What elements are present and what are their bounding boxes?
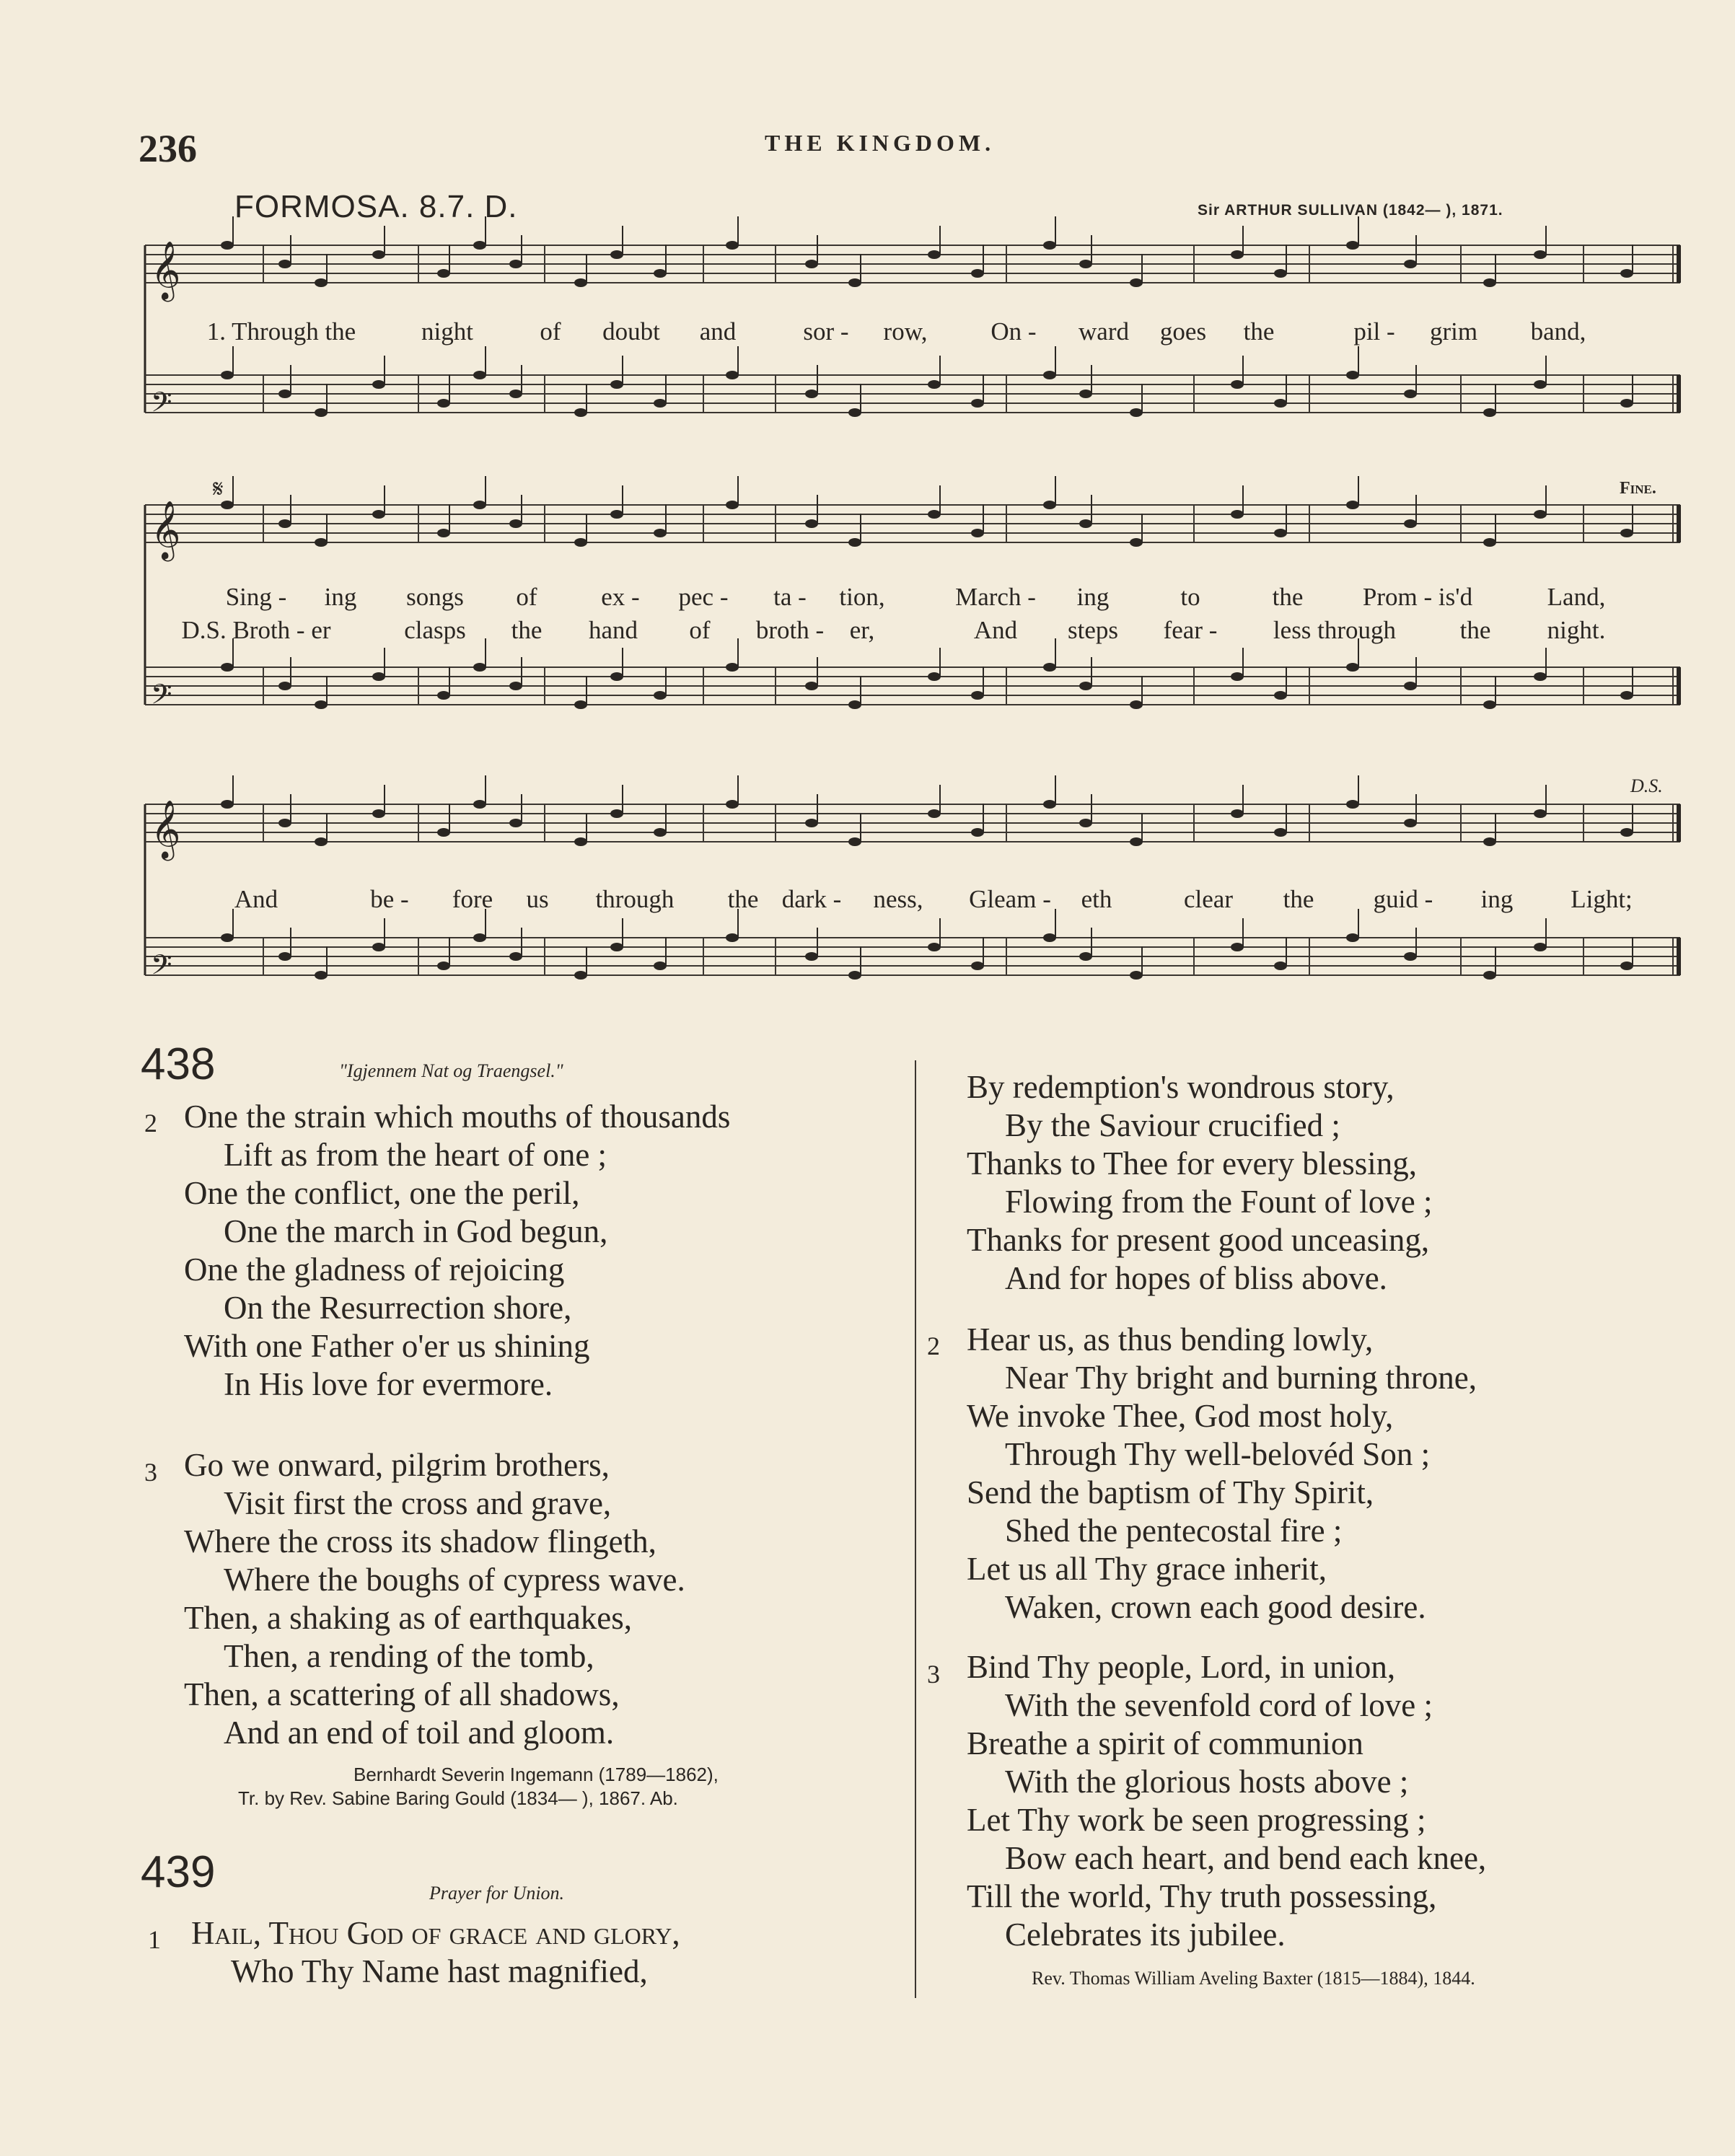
note-head bbox=[1274, 828, 1287, 837]
lyric-syllable: pec - bbox=[678, 583, 729, 611]
verse-line: Where the cross its shadow flingeth, bbox=[184, 1523, 656, 1559]
note-head bbox=[654, 269, 667, 278]
note-head bbox=[1130, 971, 1143, 980]
note-head bbox=[1404, 390, 1417, 398]
lyric-syllable: ta - bbox=[773, 583, 807, 611]
lyric-syllable: goes bbox=[1159, 317, 1207, 346]
lyric-syllable: ward bbox=[1079, 317, 1129, 346]
note-head bbox=[1620, 962, 1633, 970]
lyric-syllable: the bbox=[1283, 885, 1314, 913]
lyric-syllable: night bbox=[421, 317, 473, 346]
note-head bbox=[1620, 828, 1633, 837]
attribution-line: Rev. Thomas William Aveling Baxter (1815—1884), 1844. bbox=[1032, 1968, 1475, 1989]
note-head bbox=[509, 390, 522, 398]
lyric-syllable: be - bbox=[370, 885, 409, 913]
lyric-syllable: of bbox=[689, 616, 711, 644]
note-head bbox=[654, 828, 667, 837]
note-head bbox=[1483, 837, 1496, 846]
lyric-syllable: us bbox=[526, 885, 549, 913]
note-head bbox=[1404, 260, 1417, 268]
note-head bbox=[1483, 408, 1496, 417]
verse-line: Celebrates its jubilee. bbox=[1005, 1917, 1286, 1953]
note-head bbox=[278, 952, 291, 961]
lyric-syllable: and bbox=[699, 317, 737, 346]
note-head bbox=[654, 529, 667, 537]
hymn-subtitle: Prayer for Union. bbox=[429, 1883, 565, 1904]
note-head bbox=[473, 371, 486, 379]
note-head bbox=[1079, 819, 1092, 827]
verse-line: Waken, crown each good desire. bbox=[1005, 1589, 1426, 1625]
note-head bbox=[509, 819, 522, 827]
note-head bbox=[1534, 380, 1547, 389]
verse-line: In His love for evermore. bbox=[224, 1366, 553, 1402]
note-head bbox=[574, 837, 587, 846]
note-head bbox=[437, 962, 450, 970]
note-head bbox=[1231, 943, 1244, 951]
verse-line: Visit first the cross and grave, bbox=[224, 1485, 612, 1521]
verse-line: On the Resurrection shore, bbox=[224, 1290, 572, 1326]
verse-line: With the sevenfold cord of love ; bbox=[1005, 1687, 1433, 1723]
note-head bbox=[1483, 278, 1496, 287]
verse-line: With the glorious hosts above ; bbox=[1005, 1764, 1409, 1800]
verse-line: Thanks for present good unceasing, bbox=[967, 1222, 1430, 1258]
note-head bbox=[221, 800, 234, 809]
lyric-syllable: the bbox=[511, 616, 543, 644]
note-head bbox=[1404, 819, 1417, 827]
note-head bbox=[1620, 399, 1633, 408]
attribution-line: Bernhardt Severin Ingemann (1789—1862), bbox=[353, 1764, 719, 1785]
note-head bbox=[928, 380, 941, 389]
note-head bbox=[1079, 260, 1092, 268]
note-head bbox=[315, 837, 328, 846]
lyric-syllable: fore bbox=[452, 885, 493, 913]
note-head bbox=[1620, 529, 1633, 537]
note-head bbox=[221, 371, 234, 379]
note-head bbox=[221, 663, 234, 672]
note-head bbox=[473, 663, 486, 672]
note-head bbox=[805, 390, 818, 398]
verse-line: Lift as from the heart of one ; bbox=[224, 1137, 607, 1173]
verse-line: Through Thy well-belovéd Son ; bbox=[1005, 1436, 1431, 1472]
bass-clef-icon: 𝄢 bbox=[151, 678, 172, 717]
verse-line: And for hopes of bliss above. bbox=[1005, 1260, 1387, 1296]
verse-line: Shed the pentecostal fire ; bbox=[1005, 1513, 1343, 1549]
bass-clef-icon: 𝄢 bbox=[151, 386, 172, 425]
verse-line: Let us all Thy grace inherit, bbox=[967, 1551, 1327, 1587]
lyric-syllable: sor - bbox=[803, 317, 849, 346]
note-head bbox=[1346, 933, 1359, 942]
lyric-syllable: ing bbox=[324, 583, 357, 611]
note-head bbox=[1483, 700, 1496, 709]
stanza-number: 1 bbox=[148, 1925, 161, 1954]
note-head bbox=[1620, 691, 1633, 700]
verse-line: Go we onward, pilgrim brothers, bbox=[184, 1447, 610, 1483]
note-head bbox=[1404, 682, 1417, 690]
lyric-syllable: row, bbox=[883, 317, 928, 346]
note-head bbox=[610, 510, 623, 519]
hymn-number: 438 bbox=[141, 1039, 216, 1089]
verse-line: With one Father o'er us shining bbox=[184, 1328, 590, 1364]
note-head bbox=[1346, 800, 1359, 809]
note-head bbox=[971, 962, 984, 970]
note-head bbox=[726, 501, 739, 509]
verse-line: One the march in God begun, bbox=[224, 1213, 608, 1249]
lyric-syllable: the bbox=[727, 885, 759, 913]
note-head bbox=[372, 809, 385, 818]
note-head bbox=[726, 933, 739, 942]
verse-line: Hear us, as thus bending lowly, bbox=[967, 1321, 1374, 1358]
note-head bbox=[610, 809, 623, 818]
lyric-syllable: Prom - is'd bbox=[1362, 583, 1473, 611]
note-head bbox=[372, 380, 385, 389]
composer-credit: Sir ARTHUR SULLIVAN (1842— ), 1871. bbox=[1198, 202, 1503, 219]
note-head bbox=[315, 408, 328, 417]
note-head bbox=[473, 800, 486, 809]
note-head bbox=[437, 828, 450, 837]
verse-line: Where the boughs of cypress wave. bbox=[224, 1562, 685, 1598]
lyric-syllable: 1. Through the bbox=[206, 317, 356, 346]
note-head bbox=[971, 828, 984, 837]
lyric-syllable: March - bbox=[955, 583, 1036, 611]
note-head bbox=[805, 952, 818, 961]
note-head bbox=[928, 250, 941, 259]
lyric-syllable: the bbox=[1243, 317, 1275, 346]
lyric-row bbox=[141, 616, 1685, 649]
note-head bbox=[372, 943, 385, 951]
lyric-syllable: And bbox=[234, 885, 278, 913]
lyric-syllable: hand bbox=[588, 616, 638, 644]
lyric-syllable: er, bbox=[849, 616, 875, 644]
lyric-syllable: broth - bbox=[755, 616, 825, 644]
note-head bbox=[1079, 390, 1092, 398]
bass-clef-icon: 𝄢 bbox=[151, 949, 172, 987]
note-head bbox=[1130, 538, 1143, 547]
note-head bbox=[509, 952, 522, 961]
music-system-3 bbox=[141, 775, 1685, 1021]
stanza-number: 2 bbox=[927, 1332, 940, 1360]
note-head bbox=[1231, 510, 1244, 519]
lyric-syllable: grim bbox=[1429, 317, 1478, 346]
note-head bbox=[1130, 700, 1143, 709]
verse-line: Bind Thy people, Lord, in union, bbox=[967, 1649, 1396, 1685]
segno-sign: 𝄋 bbox=[213, 476, 224, 503]
stanza-number: 3 bbox=[927, 1660, 940, 1689]
lyric-syllable: pil - bbox=[1353, 317, 1395, 346]
verse-line: Till the world, Thy truth possessing, bbox=[967, 1878, 1437, 1914]
note-head bbox=[805, 682, 818, 690]
column-divider bbox=[915, 1060, 916, 1998]
lyric-syllable: On - bbox=[991, 317, 1037, 346]
note-head bbox=[1231, 809, 1244, 818]
note-head bbox=[315, 278, 328, 287]
tune-name: FORMOSA. 8.7. D. bbox=[234, 189, 518, 224]
note-head bbox=[726, 241, 739, 250]
note-head bbox=[1404, 952, 1417, 961]
verse-line: Then, a rending of the tomb, bbox=[224, 1638, 594, 1674]
note-head bbox=[805, 260, 818, 268]
note-head bbox=[1274, 529, 1287, 537]
ds-mark: D.S. bbox=[1630, 775, 1663, 796]
verse-line: Hail, Thou God of grace and glory, bbox=[191, 1915, 680, 1951]
lyric-syllable: Light; bbox=[1571, 885, 1633, 913]
note-head bbox=[509, 519, 522, 528]
note-head bbox=[574, 538, 587, 547]
note-head bbox=[315, 971, 328, 980]
note-head bbox=[1043, 800, 1056, 809]
note-head bbox=[278, 819, 291, 827]
note-head bbox=[1043, 933, 1056, 942]
note-head bbox=[610, 380, 623, 389]
note-head bbox=[928, 510, 941, 519]
note-head bbox=[574, 700, 587, 709]
note-head bbox=[372, 672, 385, 681]
lyric-syllable: ex - bbox=[601, 583, 640, 611]
verse-line: By redemption's wondrous story, bbox=[967, 1069, 1394, 1105]
verse-line: Let Thy work be seen progressing ; bbox=[967, 1802, 1426, 1838]
note-head bbox=[372, 510, 385, 519]
lyric-syllable: night. bbox=[1547, 616, 1606, 644]
note-head bbox=[848, 971, 861, 980]
lyric-syllable: tion, bbox=[839, 583, 885, 611]
note-head bbox=[473, 933, 486, 942]
lyric-syllable: the bbox=[1459, 616, 1491, 644]
note-head bbox=[437, 529, 450, 537]
note-head bbox=[1274, 962, 1287, 970]
note-head bbox=[278, 390, 291, 398]
note-head bbox=[928, 943, 941, 951]
note-head bbox=[848, 837, 861, 846]
lyric-syllable: steps bbox=[1068, 616, 1118, 644]
verse-line: One the strain which mouths of thousands bbox=[184, 1099, 731, 1135]
page-number: 236 bbox=[139, 127, 197, 170]
note-head bbox=[971, 691, 984, 700]
lyric-syllable: band, bbox=[1530, 317, 1586, 346]
note-head bbox=[1231, 250, 1244, 259]
lyric-syllable: of bbox=[540, 317, 561, 346]
lyric-row bbox=[141, 885, 1685, 918]
lyric-syllable: of bbox=[516, 583, 537, 611]
lyric-syllable: to bbox=[1180, 583, 1200, 611]
note-head bbox=[928, 809, 941, 818]
note-head bbox=[315, 538, 328, 547]
note-head bbox=[574, 971, 587, 980]
note-head bbox=[848, 538, 861, 547]
note-head bbox=[805, 819, 818, 827]
verse-line: Near Thy bright and burning throne, bbox=[1005, 1360, 1477, 1396]
note-head bbox=[1043, 501, 1056, 509]
music-system-2 bbox=[141, 476, 1685, 757]
note-head bbox=[315, 700, 328, 709]
lyric-syllable: ing bbox=[1480, 885, 1514, 913]
note-head bbox=[1274, 269, 1287, 278]
note-head bbox=[221, 933, 234, 942]
note-head bbox=[1231, 672, 1244, 681]
note-head bbox=[473, 501, 486, 509]
verse-line: Then, a shaking as of earthquakes, bbox=[184, 1600, 633, 1636]
note-head bbox=[1346, 663, 1359, 672]
note-head bbox=[437, 691, 450, 700]
verse-line: Send the baptism of Thy Spirit, bbox=[967, 1474, 1374, 1510]
verse-line: One the gladness of rejoicing bbox=[184, 1251, 565, 1288]
note-head bbox=[1231, 380, 1244, 389]
note-head bbox=[971, 399, 984, 408]
note-head bbox=[278, 519, 291, 528]
note-head bbox=[1079, 952, 1092, 961]
verse-line: Flowing from the Fount of love ; bbox=[1005, 1184, 1433, 1220]
note-head bbox=[610, 943, 623, 951]
lyric-row bbox=[141, 317, 1685, 351]
lyric-syllable: Sing - bbox=[225, 583, 287, 611]
note-head bbox=[610, 250, 623, 259]
lyric-syllable: less through bbox=[1273, 616, 1397, 644]
stanza-number: 3 bbox=[144, 1458, 157, 1487]
lyric-syllable: clear bbox=[1184, 885, 1233, 913]
note-head bbox=[1043, 371, 1056, 379]
note-head bbox=[848, 700, 861, 709]
note-head bbox=[654, 962, 667, 970]
note-head bbox=[726, 663, 739, 672]
running-head: THE KINGDOM. bbox=[765, 130, 996, 156]
lyric-syllable: Gleam - bbox=[969, 885, 1051, 913]
note-head bbox=[1534, 672, 1547, 681]
lyric-syllable: eth bbox=[1081, 885, 1112, 913]
note-head bbox=[1483, 971, 1496, 980]
lyric-syllable: ing bbox=[1076, 583, 1110, 611]
verse-line: Then, a scattering of all shadows, bbox=[184, 1676, 620, 1712]
note-head bbox=[654, 691, 667, 700]
note-head bbox=[1534, 510, 1547, 519]
note-head bbox=[1130, 278, 1143, 287]
note-head bbox=[509, 682, 522, 690]
note-head bbox=[848, 278, 861, 287]
note-head bbox=[1534, 250, 1547, 259]
note-head bbox=[278, 260, 291, 268]
note-head bbox=[221, 241, 234, 250]
verse-line: Thanks to Thee for every blessing, bbox=[967, 1145, 1418, 1182]
lyric-syllable: guid - bbox=[1373, 885, 1433, 913]
note-head bbox=[1274, 399, 1287, 408]
lyric-syllable: ness, bbox=[873, 885, 923, 913]
lyric-syllable: the bbox=[1272, 583, 1304, 611]
treble-clef-icon: 𝄞 bbox=[151, 500, 181, 559]
note-head bbox=[928, 672, 941, 681]
note-head bbox=[1346, 241, 1359, 250]
note-head bbox=[1043, 663, 1056, 672]
note-head bbox=[1130, 408, 1143, 417]
note-head bbox=[1483, 538, 1496, 547]
note-head bbox=[971, 269, 984, 278]
verse-line: Bow each heart, and bend each knee, bbox=[1005, 1840, 1487, 1876]
note-head bbox=[1274, 691, 1287, 700]
note-head bbox=[1620, 269, 1633, 278]
lyric-syllable: Land, bbox=[1547, 583, 1606, 611]
note-head bbox=[1130, 837, 1143, 846]
note-head bbox=[1404, 519, 1417, 528]
hymn-number: 439 bbox=[141, 1847, 216, 1897]
note-head bbox=[610, 672, 623, 681]
treble-clef-icon: 𝄞 bbox=[151, 799, 181, 858]
lyric-syllable: doubt bbox=[602, 317, 660, 346]
music-system-1 bbox=[141, 216, 1685, 462]
note-head bbox=[1043, 241, 1056, 250]
verse-line: We invoke Thee, God most holy, bbox=[967, 1398, 1394, 1434]
note-head bbox=[805, 519, 818, 528]
note-head bbox=[726, 800, 739, 809]
lyric-syllable: songs bbox=[406, 583, 464, 611]
note-head bbox=[654, 399, 667, 408]
note-head bbox=[1534, 809, 1547, 818]
note-head bbox=[1079, 519, 1092, 528]
verse-line: And an end of toil and gloom. bbox=[224, 1715, 615, 1751]
verse-line: One the conflict, one the peril, bbox=[184, 1175, 580, 1211]
note-head bbox=[1534, 943, 1547, 951]
note-head bbox=[372, 250, 385, 259]
lyric-syllable: And bbox=[973, 616, 1018, 644]
lyric-row bbox=[141, 583, 1685, 616]
note-head bbox=[437, 399, 450, 408]
hymn-subtitle: "Igjennem Nat og Traengsel." bbox=[339, 1060, 563, 1081]
note-head bbox=[1346, 371, 1359, 379]
lyric-syllable: D.S. Broth - er bbox=[181, 616, 331, 644]
verse-line: Who Thy Name hast magnified, bbox=[231, 1953, 648, 1989]
note-head bbox=[437, 269, 450, 278]
fine-mark: Fine. bbox=[1620, 479, 1656, 498]
lyric-syllable: fear - bbox=[1163, 616, 1218, 644]
note-head bbox=[509, 260, 522, 268]
note-head bbox=[726, 371, 739, 379]
note-head bbox=[848, 408, 861, 417]
treble-clef-icon: 𝄞 bbox=[151, 240, 181, 299]
verse-line: Breathe a spirit of communion bbox=[967, 1725, 1363, 1761]
stanza-number: 2 bbox=[144, 1109, 157, 1138]
note-head bbox=[1346, 501, 1359, 509]
lyric-syllable: dark - bbox=[781, 885, 842, 913]
verse-line: By the Saviour crucified ; bbox=[1005, 1107, 1340, 1143]
note-head bbox=[971, 529, 984, 537]
note-head bbox=[574, 408, 587, 417]
attribution-line: Tr. by Rev. Sabine Baring Gould (1834— ), 1867. Ab. bbox=[238, 1787, 678, 1809]
note-head bbox=[278, 682, 291, 690]
note-head bbox=[1079, 682, 1092, 690]
note-head bbox=[574, 278, 587, 287]
lyric-syllable: through bbox=[595, 885, 675, 913]
note-head bbox=[473, 241, 486, 250]
lyric-syllable: clasps bbox=[404, 616, 466, 644]
